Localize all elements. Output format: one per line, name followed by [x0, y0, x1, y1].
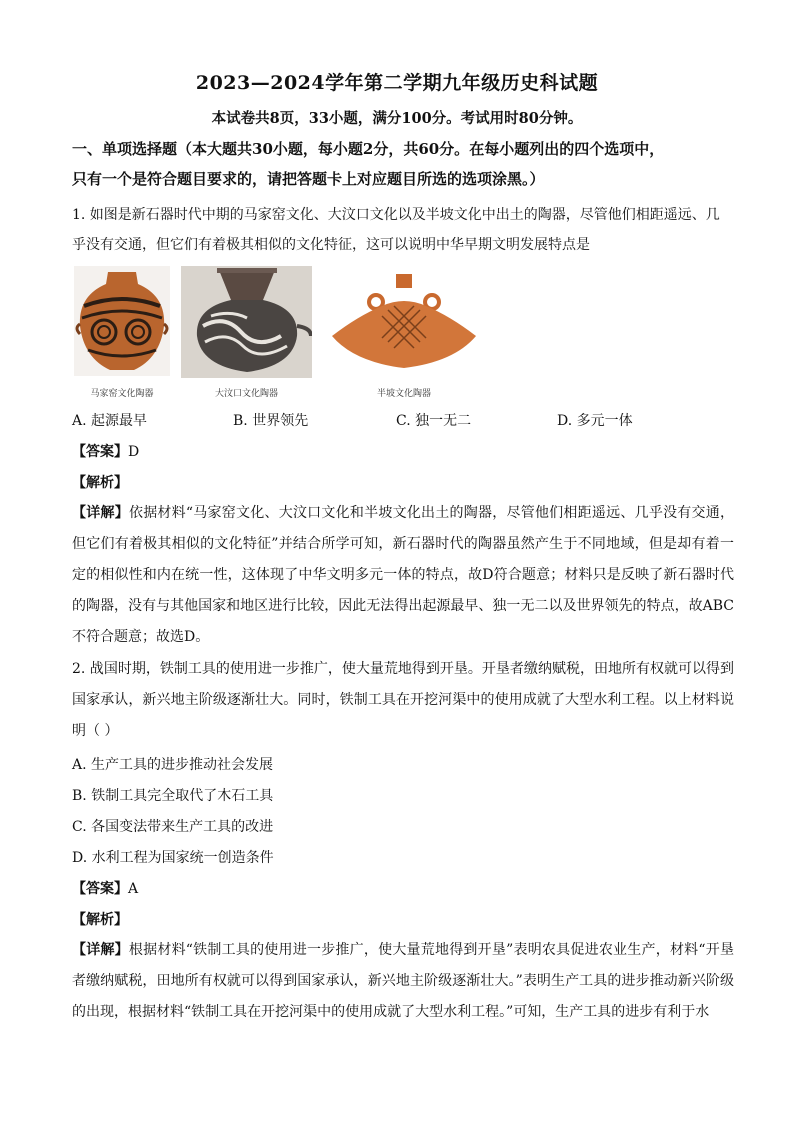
section-heading-line1: 一、单项选择题（本大题共30小题，每小题2分，共60分。在每小题列出的四个选项中，	[72, 140, 665, 158]
q1-analysis-tag	[72, 472, 128, 492]
section-heading-line2: 只有一个是符合题目要求的，请把答题卡上对应题目所选的选项涂黑。）	[72, 170, 545, 188]
majiayao-pottery-image	[74, 266, 170, 376]
dawenkou-pottery-image	[181, 266, 312, 378]
q1-option-d[interactable]: D. 多元一体	[557, 413, 633, 429]
banpo-caption: 半坡文化陶器	[376, 389, 431, 399]
q2-option-b[interactable]: B. 铁制工具完全取代了木石工具	[72, 788, 274, 804]
q1-option-b[interactable]: B. 世界领先	[233, 413, 309, 429]
q1-option-c[interactable]: C. 独一无二	[396, 413, 472, 429]
analysis-tag: 【解析】	[72, 475, 128, 491]
q2-answer	[72, 878, 138, 898]
q2-option-c[interactable]: C. 各国变法带来生产工具的改进	[72, 819, 274, 835]
detail-text: 依据材料“马家窑文化、大汶口文化和半坡文化出土的陶器，尽管他们相距遥远、几乎没有交通，但它们有着极其相似的文化特征”并结合所学可知，新石器时代的陶器虽然产生于不同地域，但是却有着一定的相似性和内在统一性，这体现了中华文明多元一体的特点，故D符合题意；材料只是反映了新石器时代的陶器，没有与其他国家和地区进行比较，因此无法得出起源最早、独一无二以及世界领先的特点，故ABC不符合题意；故选D。	[72, 505, 735, 645]
analysis-tag: 【解析】	[72, 912, 128, 928]
answer-value: A	[128, 881, 139, 897]
q2-detail	[72, 935, 734, 1028]
dawenkou-caption: 大汶口文化陶器	[214, 389, 278, 399]
q1-stem-line2: 乎没有交通，但它们有着极其相似的文化特征，这可以说明中华早期文明发展特点是	[72, 237, 590, 253]
detail-text: 根据材料“铁制工具的使用进一步推广，使大量荒地得到开垦”表明农具促进农业生产，材料“开垦者缴纳赋税，田地所有权就可以得到国家承认，新兴地主阶级逐渐壮大。”表明生产工具的进步推动新兴阶级的出现，根据材料“铁制工具在开挖河渠中的使用成就了大型水利工程。”可知，生产工具的进步有利于水	[72, 942, 734, 1020]
q1-answer	[72, 441, 139, 461]
q2-stem: 2. 战国时期，铁制工具的使用进一步推广，使大量荒地得到开垦。开垦者缴纳赋税，田地所有权就可以得到国家承认，新兴地主阶级逐渐壮大。同时，铁制工具在开挖河渠中的使用成就了大型水利工程。以上材料说明（ ）	[72, 661, 734, 739]
q2-analysis-tag	[72, 909, 128, 929]
banpo-pottery-image	[328, 266, 480, 378]
answer-value: D	[128, 444, 140, 460]
q2-option-d[interactable]: D. 水利工程为国家统一创造条件	[72, 850, 274, 866]
q1-detail	[72, 498, 734, 653]
q1-option-a[interactable]: A. 起源最早	[72, 413, 148, 429]
detail-tag: 【详解】	[72, 942, 129, 958]
page-title: 2023—2024学年第二学期九年级历史科试题	[195, 72, 599, 94]
q1-stem-line1: 1. 如图是新石器时代中期的马家窑文化、大汶口文化以及半坡文化中出土的陶器，尽管他们相距遥远、几	[72, 207, 720, 223]
majiayao-caption: 马家窑文化陶器	[90, 389, 154, 399]
answer-tag: 【答案】	[72, 444, 128, 460]
exam-info: 本试卷共8页，33小题，满分100分。考试用时80分钟。	[211, 110, 583, 127]
q2-option-a[interactable]: A. 生产工具的进步推动社会发展	[72, 757, 274, 773]
detail-tag: 【详解】	[72, 505, 129, 521]
answer-tag: 【答案】	[72, 881, 128, 897]
